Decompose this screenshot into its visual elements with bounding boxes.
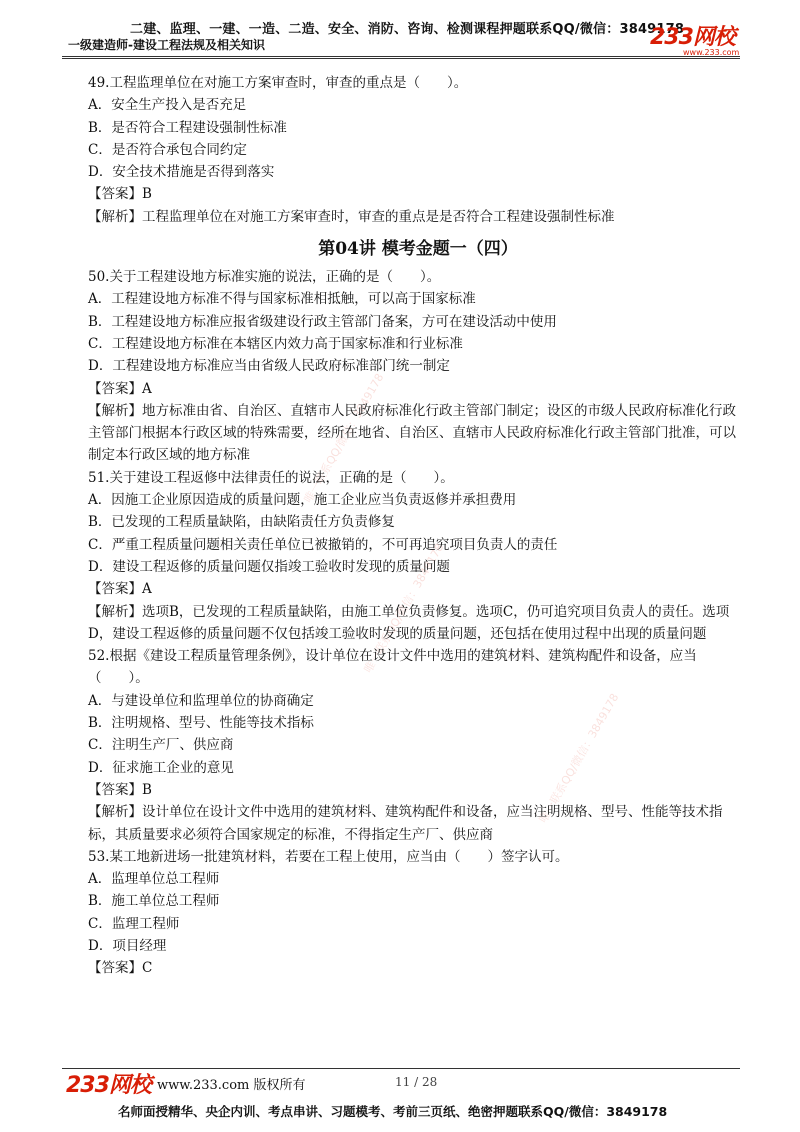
question-49: 49.工程监理单位在对施工方案审查时，审查的重点是（ ）。 bbox=[88, 75, 468, 91]
footer-divider bbox=[62, 1068, 740, 1069]
option: B．注明规格、型号、性能等技术指标 bbox=[88, 715, 314, 732]
answer: 【答案】A bbox=[88, 380, 152, 397]
footer-logo: 233网校 bbox=[66, 1073, 151, 1098]
header-divider-secondary bbox=[62, 58, 740, 59]
option: B．工程建设地方标准应报省级建设行政主管部门备案，方可在建设活动中使用 bbox=[88, 313, 557, 330]
option: C．注明生产厂、供应商 bbox=[88, 737, 234, 754]
answer: 【答案】A bbox=[88, 581, 152, 598]
question-51: 51.关于建设工程返修中法律责任的说法，正确的是（ ）。 bbox=[88, 469, 454, 486]
option: D．项目经理 bbox=[88, 937, 167, 954]
answer: 【答案】B bbox=[88, 186, 152, 203]
option: C．监理工程师 bbox=[88, 915, 180, 932]
option: A．因施工企业原因造成的质量问题，施工企业应当负责返修并承担费用 bbox=[88, 492, 517, 509]
option: B．已发现的工程质量缺陷，由缺陷责任方负责修复 bbox=[88, 514, 395, 531]
brand-logo-url: www.233.com bbox=[683, 48, 740, 57]
option: C．严重工程质量问题相关责任单位已被撤销的，不可再追究项目负责人的责任 bbox=[88, 536, 558, 553]
option: C．工程建设地方标准在本辖区内效力高于国家标准和行业标准 bbox=[88, 335, 463, 352]
watermark: 唯一联系QQ/微信：3849178 bbox=[301, 371, 387, 506]
analysis: 【解析】地方标准由省、自治区、直辖市人民政府标准化行政主管部门制定；设区的市级人民政府标准化行政主管部门根据本行政区域的特殊需要，经所在地省、自治区、直辖市人民政府标准化行政主管部门批准，可以制定本行政区域的地方标准 bbox=[88, 402, 736, 464]
option: D．工程建设地方标准应当由省级人民政府标准部门统一制定 bbox=[88, 358, 450, 375]
document-body bbox=[88, 72, 748, 980]
brand-logo: 233网校 bbox=[650, 25, 735, 50]
analysis: 【解析】选项B，已发现的工程质量缺陷，由施工单位负责修复。选项C，仍可追究项目负责人的责任。选项D，建设工程返修的质量问题不仅包括竣工验收时发现的质量问题，还包括在使用过程中出现的质量问题 bbox=[88, 603, 730, 642]
option: A．工程建设地方标准不得与国家标准相抵触，可以高于国家标准 bbox=[88, 291, 476, 308]
question-52: 52.根据《建设工程质量管理条例》，设计单位在设计文件中选用的建筑材料、建筑构配件和设备，应当（ ）。 bbox=[88, 648, 697, 687]
header-divider bbox=[62, 56, 740, 57]
option: B．是否符合工程建设强制性标准 bbox=[88, 119, 287, 136]
question-53: 53.某工地新进场一批建筑材料，若要在工程上使用，应当由（ ）签字认可。 bbox=[88, 848, 569, 865]
analysis: 【解析】工程监理单位在对施工方案审查时，审查的重点是是否符合工程建设强制性标准 bbox=[88, 208, 615, 225]
option: B．施工单位总工程师 bbox=[88, 893, 220, 910]
option: D．建设工程返修的质量问题仅指竣工验收时发现的质量问题 bbox=[88, 558, 450, 575]
question-50: 50.关于工程建设地方标准实施的说法，正确的是（ ）。 bbox=[88, 269, 441, 286]
option: A．监理单位总工程师 bbox=[88, 871, 220, 888]
answer: 【答案】B bbox=[88, 781, 152, 798]
option: A．与建设单位和监理单位的协商确定 bbox=[88, 692, 314, 709]
option: D．征求施工企业的意见 bbox=[88, 759, 234, 776]
page-number: 11 / 28 bbox=[395, 1075, 438, 1089]
option: C．是否符合承包合同约定 bbox=[88, 141, 247, 158]
answer: 【答案】C bbox=[88, 960, 153, 977]
header-course-title: 一级建造师-建设工程法规及相关知识 bbox=[68, 38, 265, 52]
option: D．安全技术措施是否得到落实 bbox=[88, 164, 275, 181]
watermark: 唯一联系QQ/微信：3849178 bbox=[536, 691, 622, 826]
analysis: 【解析】设计单位在设计文件中选用的建筑材料、建筑构配件和设备，应当注明规格、型号、性能等技术指标，其质量要求必须符合国家规定的标准，不得指定生产厂、供应商 bbox=[88, 804, 723, 843]
footer-copyright: www.233.com 版权所有 bbox=[157, 1078, 306, 1093]
header-contact-line: 二建、监理、一建、一造、二造、安全、消防、咨询、检测课程押题联系QQ/微信：3849178 bbox=[130, 22, 685, 37]
footer-contact-line: 名师面授精华、央企内训、考点串讲、习题模考、考前三页纸、绝密押题联系QQ/微信：3849178 bbox=[118, 1104, 668, 1119]
watermark: 唯一联系QQ/微信：3849178 bbox=[361, 541, 447, 676]
option: A．安全生产投入是否充足 bbox=[88, 97, 247, 114]
section-title: 第04讲 模考金题一（四） bbox=[318, 239, 518, 260]
